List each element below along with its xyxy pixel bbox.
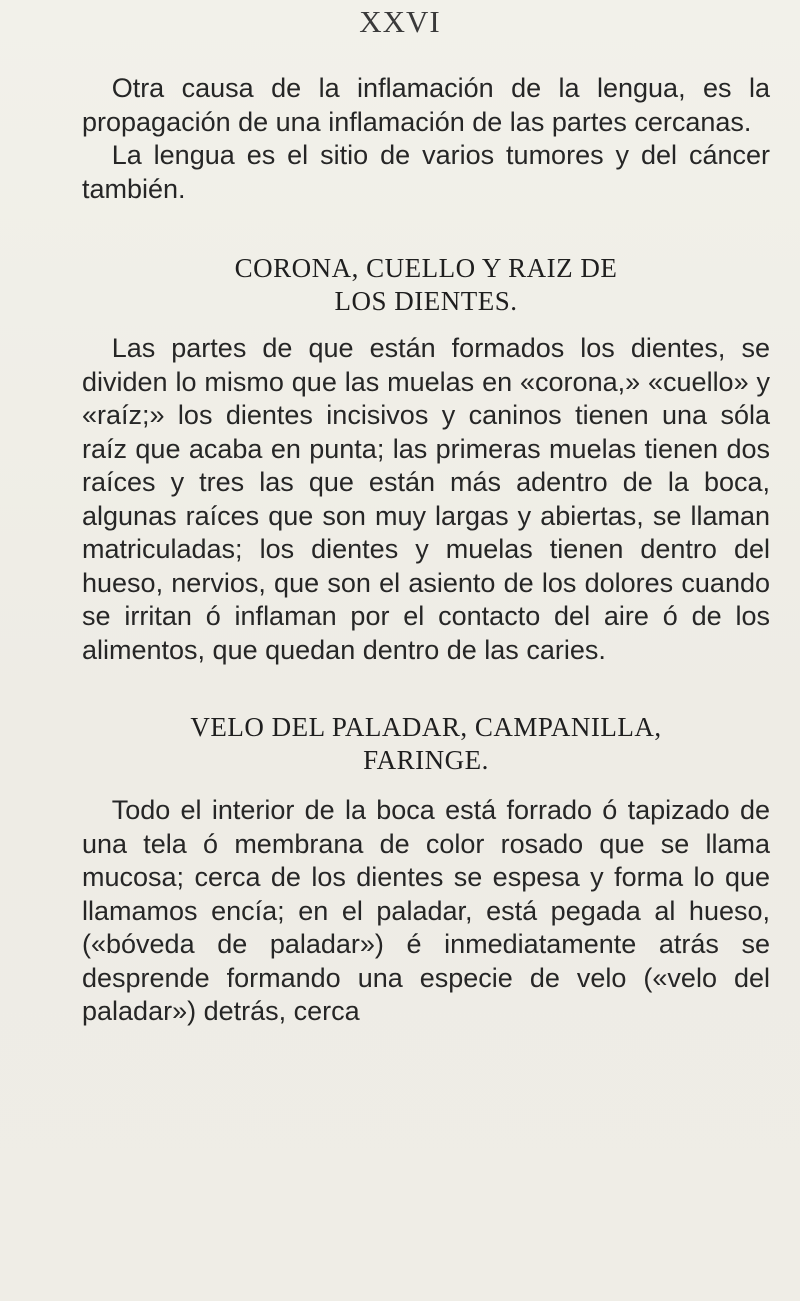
page-body [82,72,770,1029]
section-heading-line: CORONA, CUELLO Y RAIZ DE [234,253,618,283]
page-number: XXVI [359,4,441,39]
section-heading [82,711,770,777]
section-heading-line: VELO DEL PALADAR, CAMPANILLA, [190,712,662,742]
section-heading-line: LOS DIENTES. [334,286,518,316]
section-heading-line: FARINGE. [363,745,489,775]
section-paragraph: Las partes de que están formados los dientes, se dividen lo mismo que las muelas en «corona,» «cuello» y «raíz;» los dientes incisivos y caninos tienen una sóla raíz que acaba en punta; las primeras muelas tienen dos raíces y tres las que están más adentro de la boca, algunas raíces que son muy largas y abiertas, se llaman matriculadas; los dientes y muelas tienen dentro del hueso, nervios, que son el asiento de los dolores cuando se irritan ó inflaman por el contacto del aire ó de los alimentos, que quedan dentro de las caries. [82,333,770,665]
paragraph: La lengua es el sitio de varios tumores y del cáncer también. [82,140,770,204]
paragraph: Otra causa de la inflamación de la lengua, es la propagación de una inflamación de las partes cercanas. [82,73,770,137]
section-heading [82,252,770,318]
section-paragraph: Todo el interior de la boca está forrado ó tapizado de una tela ó membrana de color rosado que se llama mucosa; cerca de los dientes se espesa y forma lo que llamamos encía; en el paladar, está pegada al hueso, («bóveda de paladar») é inmediatamente atrás se desprende formando una especie de velo («velo del paladar») detrás, cerca [82,795,770,1026]
